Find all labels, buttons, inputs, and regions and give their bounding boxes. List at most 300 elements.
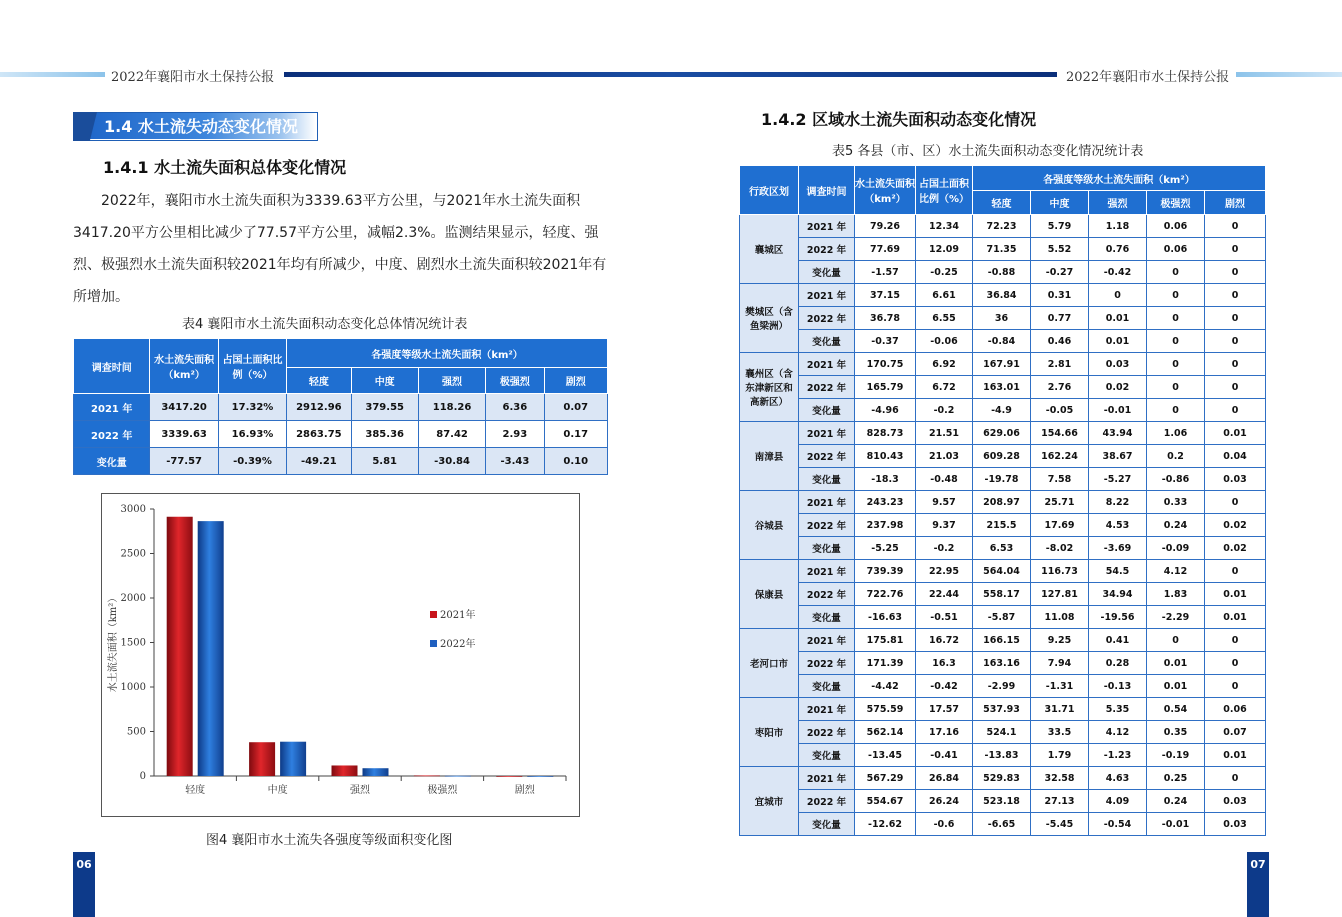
row-label: 变化量 — [799, 330, 855, 353]
cell: -12.62 — [855, 813, 916, 836]
cell: 27.13 — [1031, 790, 1089, 813]
cell: -0.84 — [973, 330, 1031, 353]
cell: 0.77 — [1031, 307, 1089, 330]
row-label: 变化量 — [799, 537, 855, 560]
row-label: 2022 年 — [74, 421, 150, 448]
row-label: 2022 年 — [799, 652, 855, 675]
bar-2022-中度 — [280, 742, 306, 776]
cell: 21.51 — [916, 422, 973, 445]
cell: 0.01 — [1147, 675, 1205, 698]
cell: 12.34 — [916, 215, 973, 238]
cell: -4.42 — [855, 675, 916, 698]
paragraph-line: 所增加。 — [73, 289, 129, 305]
region-name: 保康县 — [740, 560, 799, 629]
cell: 77.69 — [855, 238, 916, 261]
row-label: 2021 年 — [74, 394, 150, 421]
cell: 43.94 — [1089, 422, 1147, 445]
header-title-right: 2022年襄阳市水土保持公报 — [1066, 70, 1230, 85]
cell: 0.24 — [1147, 790, 1205, 813]
cell: 154.66 — [1031, 422, 1089, 445]
cell: -0.05 — [1031, 399, 1089, 422]
bar-2021-强烈 — [332, 765, 358, 776]
table-row — [74, 421, 608, 448]
cell: 0.01 — [1205, 744, 1266, 767]
cell: -0.6 — [916, 813, 973, 836]
cell: -0.54 — [1089, 813, 1147, 836]
y-tick-label: 3000 — [120, 504, 146, 515]
cell: 0 — [1205, 675, 1266, 698]
cell: 0 — [1205, 629, 1266, 652]
cell: 21.03 — [916, 445, 973, 468]
table-row — [740, 537, 1266, 560]
cell: 0 — [1147, 376, 1205, 399]
cell: 0.01 — [1089, 307, 1147, 330]
cell: 0 — [1205, 307, 1266, 330]
row-label: 2022 年 — [799, 721, 855, 744]
row-label: 变化量 — [799, 675, 855, 698]
table-row — [740, 560, 1266, 583]
x-tick-label: 极强烈 — [427, 785, 458, 796]
cell: 2.93 — [486, 421, 544, 448]
cell: 4.09 — [1089, 790, 1147, 813]
table-row — [740, 744, 1266, 767]
cell: 7.94 — [1031, 652, 1089, 675]
cell: 167.91 — [973, 353, 1031, 376]
th-level: 中度 — [1031, 191, 1089, 215]
cell: 0 — [1147, 399, 1205, 422]
cell: 0.10 — [544, 448, 607, 475]
cell: 0 — [1205, 353, 1266, 376]
th-level: 极强烈 — [486, 368, 544, 394]
summary-paragraph — [73, 185, 608, 313]
chart-frame — [101, 493, 580, 817]
cell: 4.12 — [1089, 721, 1147, 744]
cell: -0.42 — [1089, 261, 1147, 284]
cell: 17.69 — [1031, 514, 1089, 537]
cell: 0.17 — [544, 421, 607, 448]
cell: 118.26 — [418, 394, 485, 421]
row-label: 2021 年 — [799, 215, 855, 238]
row-label: 变化量 — [74, 448, 150, 475]
cell: 575.59 — [855, 698, 916, 721]
x-tick-label: 轻度 — [185, 785, 206, 796]
cell: 2863.75 — [287, 421, 351, 448]
cell: 36 — [973, 307, 1031, 330]
cell: 6.61 — [916, 284, 973, 307]
header-rule-left-light — [0, 72, 105, 77]
cell: 17.32% — [218, 394, 286, 421]
th-time: 调查时间 — [799, 166, 855, 215]
row-label: 2021 年 — [799, 422, 855, 445]
y-tick-label: 1000 — [120, 682, 146, 693]
y-tick-label: 2000 — [120, 593, 146, 604]
legend-label: 2022年 — [440, 639, 476, 650]
cell: -19.56 — [1089, 606, 1147, 629]
cell: 36.84 — [973, 284, 1031, 307]
cell: 0 — [1205, 215, 1266, 238]
cell: 739.39 — [855, 560, 916, 583]
row-label: 变化量 — [799, 744, 855, 767]
cell: 37.15 — [855, 284, 916, 307]
cell: 5.52 — [1031, 238, 1089, 261]
cell: 0.03 — [1205, 790, 1266, 813]
cell: 4.12 — [1147, 560, 1205, 583]
table-row — [740, 445, 1266, 468]
cell: -5.87 — [973, 606, 1031, 629]
cell: 529.83 — [973, 767, 1031, 790]
region-name: 枣阳市 — [740, 698, 799, 767]
cell: 0 — [1205, 491, 1266, 514]
th-ratio: 占国土面积比例（%） — [218, 339, 286, 394]
th-area: 水土流失面积（km²） — [150, 339, 218, 394]
header-rule-center — [284, 72, 1057, 77]
bar-2021-剧烈 — [496, 776, 522, 777]
bar-2022-极强烈 — [445, 776, 471, 777]
cell: 1.83 — [1147, 583, 1205, 606]
legend-label: 2021年 — [440, 610, 476, 621]
row-label: 2021 年 — [799, 698, 855, 721]
cell: -13.45 — [855, 744, 916, 767]
th-level: 剧烈 — [1205, 191, 1266, 215]
cell: 0.54 — [1147, 698, 1205, 721]
cell: 71.35 — [973, 238, 1031, 261]
cell: 127.81 — [1031, 583, 1089, 606]
cell: 5.35 — [1089, 698, 1147, 721]
paragraph-line: 烈、极强烈水土流失面积较2021年均有所减少，中度、剧烈水土流失面积较2021年有 — [73, 257, 607, 273]
cell: 9.25 — [1031, 629, 1089, 652]
cell: 17.16 — [916, 721, 973, 744]
cell: 243.23 — [855, 491, 916, 514]
table-row — [740, 330, 1266, 353]
row-label: 2022 年 — [799, 307, 855, 330]
section-title: 1.4 水土流失动态变化情况 — [104, 117, 298, 136]
cell: 34.94 — [1089, 583, 1147, 606]
y-tick-label: 500 — [126, 726, 146, 738]
th-levels-group: 各强度等级水土流失面积（km²） — [973, 166, 1266, 191]
table-row — [740, 422, 1266, 445]
table-row — [740, 698, 1266, 721]
table-row — [740, 652, 1266, 675]
row-label: 变化量 — [799, 813, 855, 836]
th-level: 中度 — [351, 368, 418, 394]
cell: 9.57 — [916, 491, 973, 514]
row-label: 2021 年 — [799, 767, 855, 790]
cell: 38.67 — [1089, 445, 1147, 468]
cell: 6.72 — [916, 376, 973, 399]
table-row — [740, 790, 1266, 813]
bar-chart — [102, 494, 579, 816]
th-level: 剧烈 — [544, 368, 607, 394]
cell: 0.24 — [1147, 514, 1205, 537]
cell: 16.72 — [916, 629, 973, 652]
cell: -6.65 — [973, 813, 1031, 836]
cell: -30.84 — [418, 448, 485, 475]
cell: 2.76 — [1031, 376, 1089, 399]
cell: 0.06 — [1205, 698, 1266, 721]
page-number-left: 06 — [73, 852, 95, 917]
row-label: 2021 年 — [799, 491, 855, 514]
header-rule-right-light — [1236, 72, 1342, 77]
row-label: 2022 年 — [799, 445, 855, 468]
cell: -77.57 — [150, 448, 218, 475]
cell: 0 — [1205, 284, 1266, 307]
cell: 3417.20 — [150, 394, 218, 421]
cell: 0 — [1147, 353, 1205, 376]
table-row — [740, 261, 1266, 284]
bar-2021-中度 — [249, 742, 275, 776]
cell: 5.79 — [1031, 215, 1089, 238]
bar-2022-强烈 — [363, 768, 389, 776]
bar-2022-轻度 — [198, 521, 224, 776]
th-levels-group: 各强度等级水土流失面积（km²） — [287, 339, 608, 368]
region-name: 襄州区（含东津新区和高新区） — [740, 353, 799, 422]
cell: -0.37 — [855, 330, 916, 353]
cell: 163.16 — [973, 652, 1031, 675]
cell: -0.09 — [1147, 537, 1205, 560]
table4-overall-change — [73, 338, 608, 475]
table-row — [740, 813, 1266, 836]
cell: 0.02 — [1205, 514, 1266, 537]
cell: 0.41 — [1089, 629, 1147, 652]
table-row — [740, 376, 1266, 399]
cell: 9.37 — [916, 514, 973, 537]
table-row — [740, 606, 1266, 629]
cell: 0 — [1147, 307, 1205, 330]
table-row — [74, 394, 608, 421]
cell: 0.33 — [1147, 491, 1205, 514]
y-axis-label: 水土流失面积（km²） — [108, 592, 119, 693]
cell: 0.76 — [1089, 238, 1147, 261]
region-name: 宜城市 — [740, 767, 799, 836]
cell: 0.2 — [1147, 445, 1205, 468]
y-tick-label: 2500 — [120, 548, 146, 560]
row-label: 2022 年 — [799, 790, 855, 813]
th-time: 调查时间 — [74, 339, 150, 394]
header-title-left: 2022年襄阳市水土保持公报 — [111, 70, 275, 85]
cell: -3.43 — [486, 448, 544, 475]
cell: -0.42 — [916, 675, 973, 698]
cell: 26.84 — [916, 767, 973, 790]
th-region: 行政区划 — [740, 166, 799, 215]
cell: -4.9 — [973, 399, 1031, 422]
cell: 0 — [1205, 261, 1266, 284]
cell: 564.04 — [973, 560, 1031, 583]
bar-2022-剧烈 — [527, 776, 553, 777]
cell: -18.3 — [855, 468, 916, 491]
th-level: 极强烈 — [1147, 191, 1205, 215]
region-name: 老河口市 — [740, 629, 799, 698]
cell: 4.53 — [1089, 514, 1147, 537]
row-label: 变化量 — [799, 468, 855, 491]
cell: -0.2 — [916, 537, 973, 560]
cell: 558.17 — [973, 583, 1031, 606]
cell: 0.06 — [1147, 238, 1205, 261]
cell: 36.78 — [855, 307, 916, 330]
cell: -0.19 — [1147, 744, 1205, 767]
cell: 0.06 — [1147, 215, 1205, 238]
cell: 523.18 — [973, 790, 1031, 813]
table5-caption: 表5 各县（市、区）水土流失面积动态变化情况统计表 — [832, 144, 1144, 159]
cell: 0.02 — [1205, 537, 1266, 560]
cell: 22.44 — [916, 583, 973, 606]
y-tick-label: 1500 — [120, 637, 146, 649]
cell: 31.71 — [1031, 698, 1089, 721]
th-ratio: 占国土面积比例（%） — [916, 166, 973, 215]
table-row — [740, 721, 1266, 744]
x-tick-label: 强烈 — [350, 785, 370, 796]
cell: -19.78 — [973, 468, 1031, 491]
table-row — [740, 491, 1266, 514]
paragraph-line: 3417.20平方公里相比减少了77.57平方公里，减幅2.3%。监测结果显示，轻度、强 — [73, 225, 599, 241]
cell: 6.36 — [486, 394, 544, 421]
cell: 162.24 — [1031, 445, 1089, 468]
cell: 0 — [1205, 560, 1266, 583]
page-number-right: 07 — [1247, 852, 1269, 917]
cell: 4.63 — [1089, 767, 1147, 790]
cell: 22.95 — [916, 560, 973, 583]
cell: 237.98 — [855, 514, 916, 537]
cell: 0.03 — [1205, 813, 1266, 836]
cell: 379.55 — [351, 394, 418, 421]
bar-2021-极强烈 — [414, 775, 440, 776]
row-label: 2021 年 — [799, 560, 855, 583]
cell: 171.39 — [855, 652, 916, 675]
cell: 629.06 — [973, 422, 1031, 445]
cell: -0.13 — [1089, 675, 1147, 698]
cell: -0.27 — [1031, 261, 1089, 284]
cell: 25.71 — [1031, 491, 1089, 514]
cell: 0.01 — [1205, 583, 1266, 606]
cell: 175.81 — [855, 629, 916, 652]
cell: 170.75 — [855, 353, 916, 376]
legend-swatch — [430, 611, 437, 618]
cell: 0.01 — [1205, 606, 1266, 629]
cell: 32.58 — [1031, 767, 1089, 790]
x-tick-label: 剧烈 — [514, 785, 535, 796]
cell: -0.01 — [1147, 813, 1205, 836]
cell: 116.73 — [1031, 560, 1089, 583]
cell: 0.28 — [1089, 652, 1147, 675]
row-label: 2021 年 — [799, 284, 855, 307]
cell: -5.25 — [855, 537, 916, 560]
cell: -0.41 — [916, 744, 973, 767]
cell: -0.06 — [916, 330, 973, 353]
cell: -0.88 — [973, 261, 1031, 284]
cell: 215.5 — [973, 514, 1031, 537]
cell: 0.07 — [1205, 721, 1266, 744]
table-row — [740, 215, 1266, 238]
cell: -0.01 — [1089, 399, 1147, 422]
region-name: 南漳县 — [740, 422, 799, 491]
cell: -4.96 — [855, 399, 916, 422]
cell: 26.24 — [916, 790, 973, 813]
cell: 0.07 — [544, 394, 607, 421]
cell: 0.04 — [1205, 445, 1266, 468]
cell: 87.42 — [418, 421, 485, 448]
cell: 0 — [1205, 399, 1266, 422]
table-row — [740, 468, 1266, 491]
cell: 609.28 — [973, 445, 1031, 468]
cell: 166.15 — [973, 629, 1031, 652]
cell: -5.45 — [1031, 813, 1089, 836]
cell: 0.31 — [1031, 284, 1089, 307]
cell: 0.02 — [1089, 376, 1147, 399]
th-level: 强烈 — [1089, 191, 1147, 215]
cell: 810.43 — [855, 445, 916, 468]
cell: -0.48 — [916, 468, 973, 491]
cell: -1.31 — [1031, 675, 1089, 698]
cell: 567.29 — [855, 767, 916, 790]
cell: 722.76 — [855, 583, 916, 606]
cell: 54.5 — [1089, 560, 1147, 583]
cell: 0 — [1205, 238, 1266, 261]
cell: 0.35 — [1147, 721, 1205, 744]
cell: 11.08 — [1031, 606, 1089, 629]
cell: 0.03 — [1205, 468, 1266, 491]
cell: 0.46 — [1031, 330, 1089, 353]
cell: 0 — [1147, 284, 1205, 307]
cell: 0 — [1147, 629, 1205, 652]
cell: 72.23 — [973, 215, 1031, 238]
table-row — [740, 284, 1266, 307]
th-level: 轻度 — [287, 368, 351, 394]
cell: 1.18 — [1089, 215, 1147, 238]
cell: 5.81 — [351, 448, 418, 475]
cell: 208.97 — [973, 491, 1031, 514]
table-row — [740, 675, 1266, 698]
row-label: 2022 年 — [799, 376, 855, 399]
row-label: 变化量 — [799, 261, 855, 284]
cell: -2.29 — [1147, 606, 1205, 629]
table-row — [740, 307, 1266, 330]
cell: 2912.96 — [287, 394, 351, 421]
cell: 554.67 — [855, 790, 916, 813]
cell: 2.81 — [1031, 353, 1089, 376]
cell: 8.22 — [1089, 491, 1147, 514]
cell: -0.2 — [916, 399, 973, 422]
cell: 0 — [1205, 652, 1266, 675]
cell: 524.1 — [973, 721, 1031, 744]
cell: 828.73 — [855, 422, 916, 445]
row-label: 2021 年 — [799, 353, 855, 376]
cell: 0 — [1205, 330, 1266, 353]
cell: -49.21 — [287, 448, 351, 475]
cell: 6.55 — [916, 307, 973, 330]
cell: 3339.63 — [150, 421, 218, 448]
cell: 16.93% — [218, 421, 286, 448]
cell: 163.01 — [973, 376, 1031, 399]
cell: -8.02 — [1031, 537, 1089, 560]
cell: 12.09 — [916, 238, 973, 261]
row-label: 2022 年 — [799, 514, 855, 537]
cell: 165.79 — [855, 376, 916, 399]
cell: 0.25 — [1147, 767, 1205, 790]
th-area: 水土流失面积（km²） — [855, 166, 916, 215]
th-level: 轻度 — [973, 191, 1031, 215]
cell: 0 — [1205, 767, 1266, 790]
table-row — [740, 583, 1266, 606]
region-name: 樊城区（含鱼梁洲） — [740, 284, 799, 353]
cell: 0.01 — [1147, 652, 1205, 675]
cell: 7.58 — [1031, 468, 1089, 491]
paragraph-line: 2022年，襄阳市水土流失面积为3339.63平方公里，与2021年水土流失面积 — [101, 193, 581, 209]
row-label: 2022 年 — [799, 583, 855, 606]
cell: 0.03 — [1089, 353, 1147, 376]
cell: 0 — [1147, 330, 1205, 353]
cell: 0.01 — [1205, 422, 1266, 445]
table-row — [740, 399, 1266, 422]
bar-2021-轻度 — [167, 517, 193, 776]
